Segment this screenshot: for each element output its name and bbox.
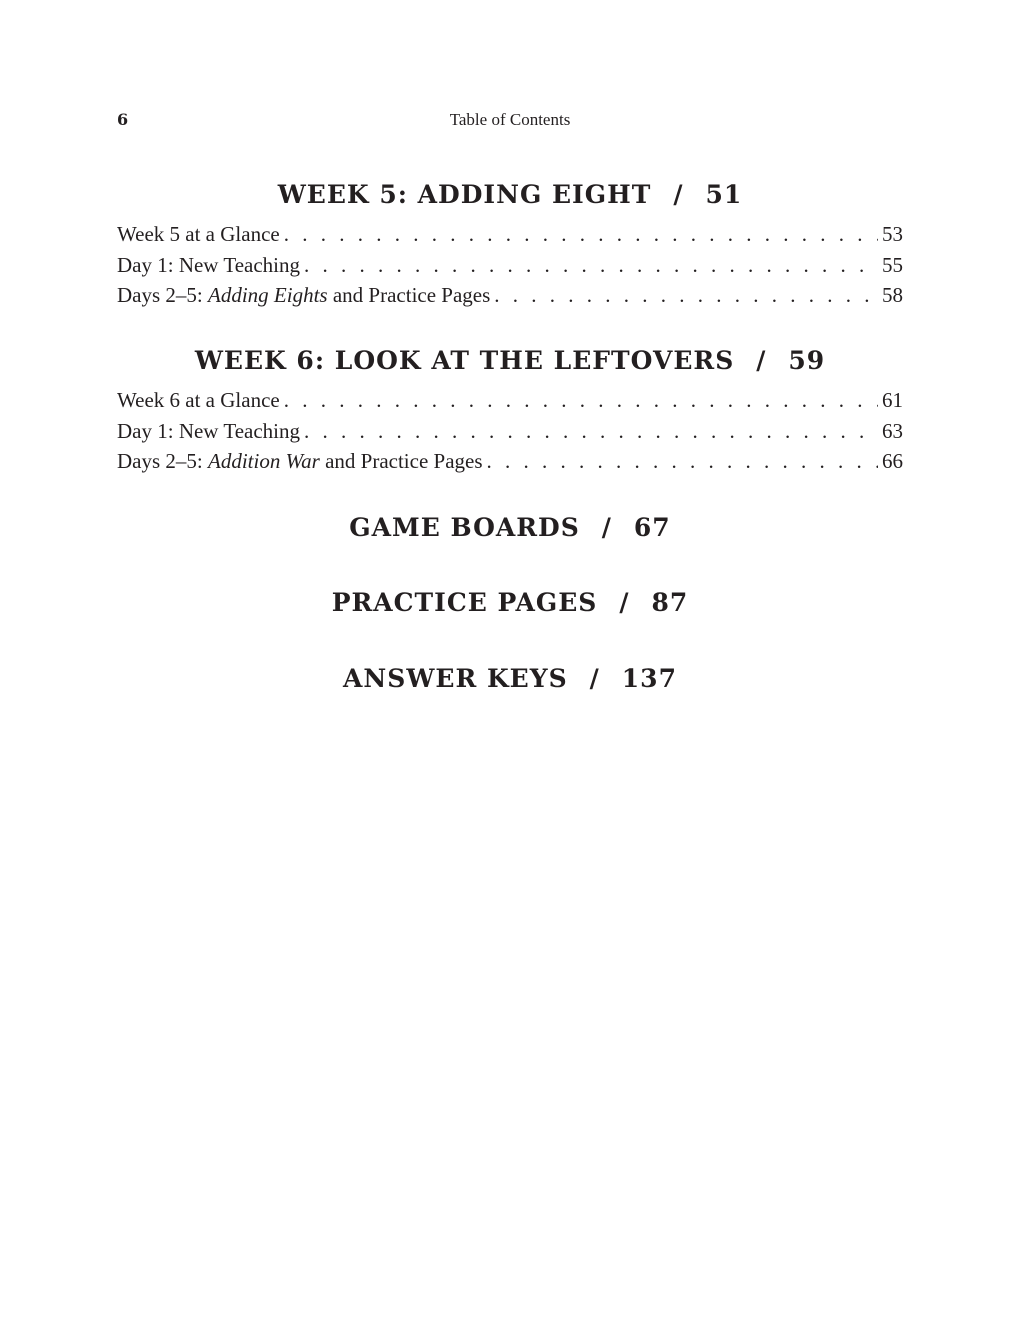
section-page: 67 — [633, 513, 671, 542]
toc-entry-page: 53 — [882, 222, 903, 246]
section-title: GAME BOARDS — [349, 513, 580, 542]
toc-entry[interactable] — [117, 449, 903, 480]
toc-entry-page: 63 — [882, 418, 903, 443]
dot-leader — [284, 388, 878, 413]
toc-section-practice-pages — [117, 588, 903, 618]
section-page: 137 — [621, 664, 677, 693]
toc-entry-page: 55 — [882, 252, 903, 277]
toc-entry-label: Week 6 at a Glance — [117, 388, 280, 412]
section-page: 51 — [705, 180, 743, 209]
toc-section-week-5 — [117, 180, 903, 314]
toc-entry[interactable] — [117, 222, 903, 253]
toc-entry-label: Day 1: New Teaching — [117, 252, 301, 277]
toc-entry-label-prefix: Days 2–5: — [117, 449, 208, 473]
section-page: 87 — [651, 588, 689, 617]
dot-leader — [487, 449, 878, 474]
section-heading[interactable]: ANSWER KEYS / 137 — [343, 664, 677, 693]
section-heading[interactable]: PRACTICE PAGES / 87 — [331, 588, 689, 617]
toc-entry-label-suffix: and Practice Pages — [319, 449, 483, 473]
toc-entry[interactable] — [117, 283, 903, 314]
running-title: Table of Contents — [449, 110, 571, 129]
toc-entry-label-italic: Addition War — [208, 449, 320, 473]
toc-entry[interactable] — [117, 253, 903, 284]
toc-section-game-boards — [117, 513, 903, 543]
section-heading[interactable]: GAME BOARDS / 67 — [349, 513, 671, 542]
section-heading: WEEK 5: ADDING EIGHT / 51 — [277, 180, 743, 209]
section-title: WEEK 6: LOOK AT THE LEFTOVERS — [194, 346, 735, 375]
dot-leader — [304, 253, 878, 278]
toc-entry-label-suffix: and Practice Pages — [327, 283, 491, 307]
toc-entry-page: 58 — [882, 283, 903, 307]
page-number: 6 — [117, 110, 129, 129]
toc-entry-label-prefix: Days 2–5: — [117, 283, 208, 307]
toc-entry-label: Day 1: New Teaching — [117, 418, 301, 443]
toc-section-week-6 — [117, 346, 903, 480]
dot-leader — [494, 283, 878, 308]
section-title: ANSWER KEYS — [343, 664, 568, 693]
running-head — [117, 110, 903, 132]
toc-entry-page: 66 — [882, 449, 903, 473]
toc-entry-label-italic: Adding Eights — [208, 283, 328, 307]
section-page: 59 — [788, 346, 826, 375]
toc-entry[interactable] — [117, 419, 903, 450]
toc-entry[interactable] — [117, 388, 903, 419]
toc-entries — [117, 222, 903, 314]
toc-entries — [117, 388, 903, 480]
toc-entry-label — [117, 283, 490, 308]
section-heading: WEEK 6: LOOK AT THE LEFTOVERS / 59 — [194, 346, 826, 375]
dot-leader — [304, 419, 878, 444]
toc-entry-label: Week 5 at a Glance — [117, 222, 280, 246]
dot-leader — [284, 222, 878, 247]
section-title: WEEK 5: ADDING EIGHT — [277, 180, 652, 209]
toc-entry-page: 61 — [882, 388, 903, 412]
toc-section-answer-keys — [117, 664, 903, 694]
toc-entry-label — [117, 449, 483, 474]
section-title: PRACTICE PAGES — [331, 588, 598, 617]
